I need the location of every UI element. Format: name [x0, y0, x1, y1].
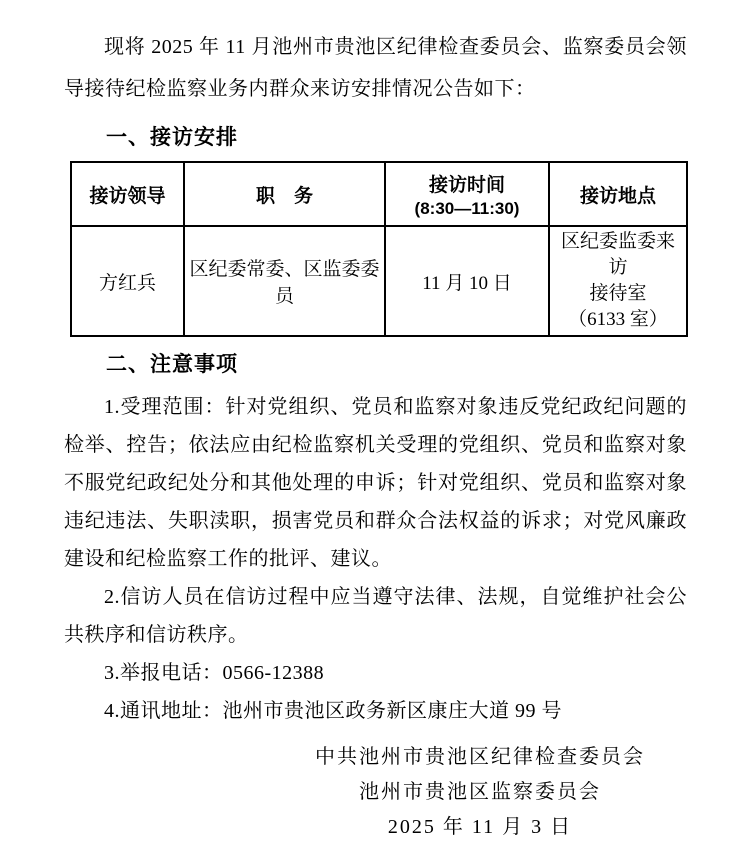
visit-place-room: （6133 室） — [568, 309, 668, 330]
col-header-duty: 职 务 — [184, 162, 385, 226]
table-row — [71, 226, 687, 336]
cell-visit-date: 11 月 10 日 — [385, 226, 549, 336]
note-item-3: 3.举报电话：0566-12388 — [104, 662, 325, 684]
signature-block — [315, 740, 645, 845]
signature-org-2: 池州市贵池区监察委员会 — [359, 781, 601, 803]
col-header-time — [385, 162, 549, 226]
section2-title: 二、注意事项 — [106, 353, 238, 376]
visit-schedule-table — [70, 161, 688, 337]
col-header-time-range: (8:30—11:30) — [414, 198, 520, 218]
cell-leader-name: 方红兵 — [71, 226, 184, 336]
col-header-place: 接访地点 — [549, 162, 687, 226]
visit-place-line-2: 接待室 — [589, 283, 647, 304]
section1-title: 一、接访安排 — [106, 126, 238, 149]
col-header-leader: 接访领导 — [71, 162, 184, 226]
visit-place-line-1: 区纪委监委来访 — [560, 231, 675, 278]
col-header-time-label: 接访时间 — [428, 174, 505, 196]
signature-org-1: 中共池州市贵池区纪律检查委员会 — [315, 746, 645, 768]
cell-duty: 区纪委常委、区监委委员 — [184, 226, 385, 336]
note-item-1: 1.受理范围：针对党组织、党员和监察对象违反党纪政纪问题的检举、控告；依法应由纪检监察机关受理的党组织、党员和监察对象不服党纪政纪处分和其他处理的申诉；针对党组织、党员和监察对象违纪违法、失职渎职，损害党员和群众合法权益的诉求；对党风廉政建设和纪检监察工作的批评、建议。 — [64, 396, 687, 570]
note-item-2: 2.信访人员在信访过程中应当遵守法律、法规，自觉维护社会公共秩序和信访秩序。 — [64, 586, 687, 646]
cell-visit-place — [549, 226, 687, 336]
note-item-4: 4.通讯地址：池州市贵池区政务新区康庄大道 99 号 — [104, 700, 562, 722]
signature-date: 2025 年 11 月 3 日 — [387, 816, 573, 838]
table-header-row — [71, 162, 687, 226]
intro-paragraph: 现将 2025 年 11 月池州市贵池区纪律检查委员会、监察委员会领导接待纪检监察业务内群众来访安排情况公告如下： — [64, 36, 687, 100]
